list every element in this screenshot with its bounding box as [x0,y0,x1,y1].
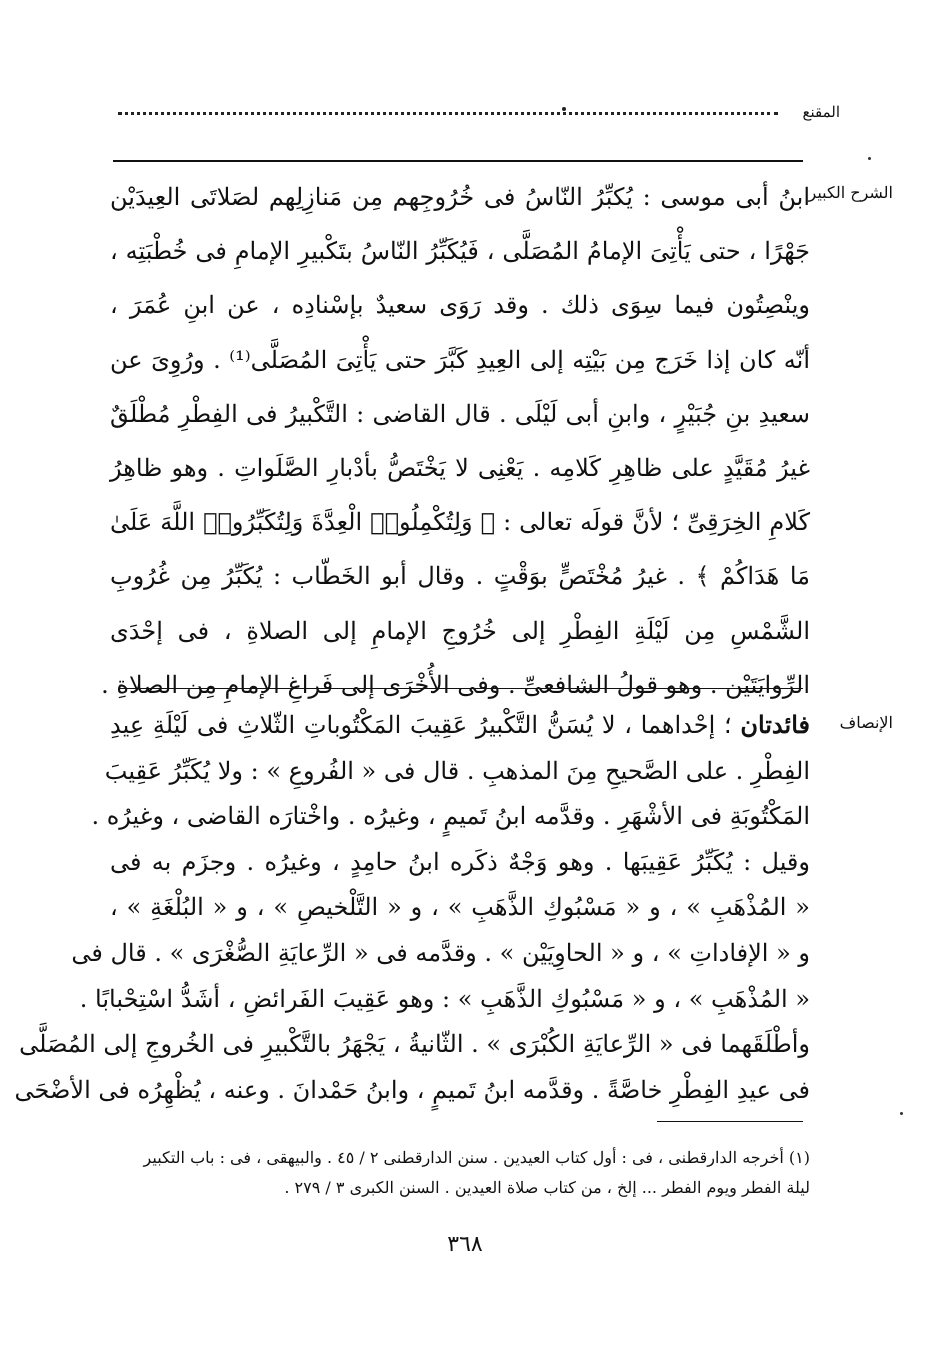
insaf-first-line [110,702,810,748]
insaf-line: ؛ إحْداهما ، لا يُسَنُّ التَّكْبيرُ عَقِيبَ المَكْتُوباتِ الثّلاثِ فى لَيْلَةِ عِيدِ [110,711,732,739]
page-number: ٣٦٨ [447,1232,483,1257]
section-label-sharh: الشرح الكبير [808,183,893,202]
section-label-insaf: الإنصاف [839,713,893,732]
header-dot-marker [562,107,566,111]
scan-speck [900,1112,903,1115]
footnote-line: (١) أخرجه الدارقطنى ، فى : أول كتاب العيدين . سنن الدارقطنى ٢ / ٤٥ . والبيهقى ، فى : باب التكبير [143,1148,810,1167]
sharh-line: جَهْرًا ، حتى يَأْتِىَ الإمامُ المُصَلَّى ، فَيُكَبِّرُ النّاسُ بتَكْبيرِ الإمامِ فى خُطْبَتِه ، [110,237,810,266]
insaf-line: فى عيدِ الفِطْرِ خاصَّةً . وقدَّمه ابنُ تَميمٍ ، وابنُ حَمْدانَ . وعنه ، يُظْهِرُه فى الأضْحَى [14,1075,810,1104]
sharh-line: أنّه كان إذا خَرَج مِن بَيْتِه إلى العِيدِ كَبَّرَ حتى يَأْتِىَ المُصَلَّى⁽¹⁾ . ورُوِىَ عن [110,345,811,374]
insaf-text-block [14,702,810,1112]
header-dotted-rule [118,112,778,115]
sharh-text-block [101,170,811,712]
sharh-line: كَلامِ الخِرَقِىِّ ؛ لأنَّ قولَه تعالى : ﴿ وَلِتُكْمِلُوا۟ الْعِدَّةَ وَلِتُكَبِّرُوا۟ اللَّهَ عَلَىٰ [110,508,810,537]
insaf-line: الفِطْرِ . على الصَّحيحِ مِنَ المذهبِ . قال فى « الفُروعِ » : ولا يُكَبِّرُ عَقِيبَ [104,756,810,785]
footnote-line: ليلة الفطر ويوم الفطر ... إلخ ، من كتاب صلاة العيدين . السنن الكبرى ٣ / ٢٧٩ . [284,1178,810,1197]
footnote-separator [657,1121,803,1122]
running-header-title: المقنع [802,103,840,121]
sharh-line: وينْصِتُون فيما سِوَى ذلك . وقد رَوَى سعيدٌ بإسْنادِه ، عن ابنِ عُمَرَ ، [110,291,810,320]
sharh-line: سعيدِ بنِ جُبَيْرٍ ، وابنِ أبى لَيْلَى . قال القاضى : التَّكْبيرُ فى الفِطْرِ مُطْلَقٌ [110,399,811,428]
sharh-line: الرِّوايَتَيْن . وهو قولُ الشافعىِّ . وفى الأُخْرَى إلى فَراغِ الإمامِ مِن الصلاةِ . [101,670,810,699]
insaf-line: المَكْتُوبَةِ فى الأشْهَرِ . وقدَّمه ابنُ تَميمٍ ، وغيرُه . واخْتارَه القاضى ، وغيرُه . [91,802,810,831]
insaf-lead-word: فائدتان [740,710,810,739]
footnote-block [112,1143,810,1203]
sharh-line: مَا هَدَاكُمْ ﴾ . غيرُ مُخْتَصٍّ بوَقْتٍ . وقال أبو الخَطّاب : يُكَبِّرُ مِن غُرُوبِ [110,562,810,591]
sharh-line: ابنُ أبى موسى : يُكبِّرُ النّاسُ فى خُرُوجِهم مِن مَنازِلِهم لصَلاتَى العِيدَيْن [110,183,810,211]
scan-speck [868,157,871,160]
insaf-line: « المُذْهَبِ » ، و « مَسْبُوكِ الذَّهَبِ » : وهو عَقِيبَ الفَرائضِ ، أشَدُّ اسْتِحْبابًا . [79,984,810,1013]
insaf-line: « المُذْهَبِ » ، و « مَسْبُوكِ الذَّهَبِ » ، و « التَّلْخيصِ » ، و « البُلْغَةِ » ، [110,893,810,922]
insaf-line: وقيل : يُكَبِّرُ عَقِيبَها . وهو وَجْهٌ ذكَره ابنُ حامِدٍ ، وغيرُه . وجزَم به فى [110,847,810,876]
section-divider-rule [118,688,803,689]
header-divider-rule [113,160,803,162]
sharh-line: غيرُ مُقَيَّدٍ على ظاهِرِ كَلامِه . يَعْنِى لا يَخْتَصُّ بأدْبارِ الصَّلَواتِ . وهو ظاهِرُ [110,453,810,482]
insaf-line: وأطْلَقَهما فى « الرِّعايَةِ الكُبْرَى » . الثّانيةُ ، يَجْهَرُ بالتَّكْبيرِ فى الخُروجِ إلى المُصَلَّى [19,1030,810,1059]
insaf-line: و « الإفاداتِ » ، و « الحاوِيَيْن » . وقدَّمه فى « الرِّعايَةِ الصُّغْرَى » . قال فى [71,938,810,967]
sharh-line: الشَّمْسِ مِن لَيْلَةِ الفِطْرِ إلى خُرُوجِ الإمامِ إلى الصلاةِ ، فى إحْدَى [110,616,810,645]
